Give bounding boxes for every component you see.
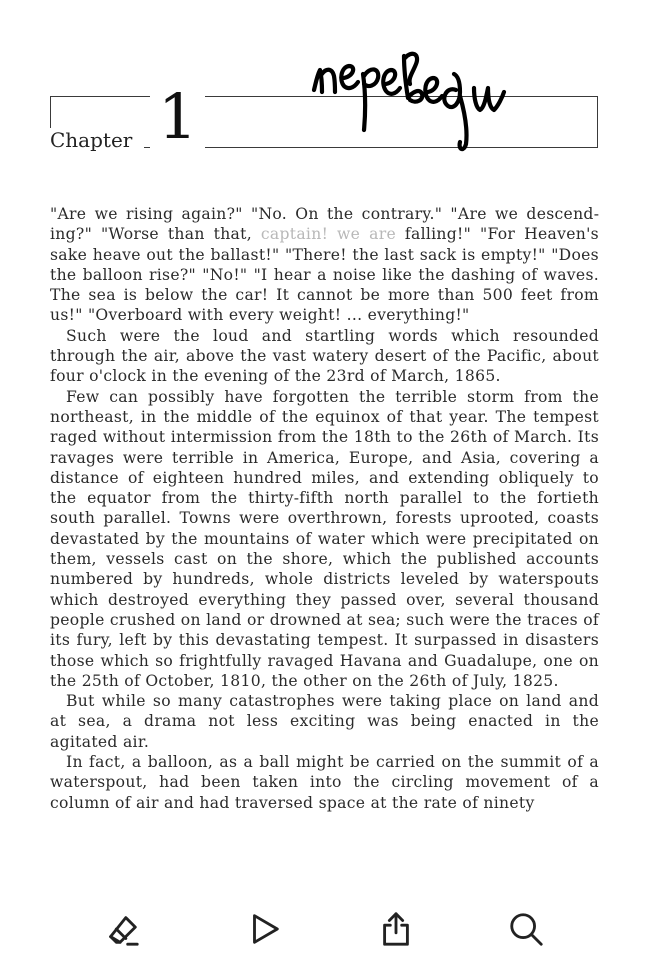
search-button[interactable] (504, 907, 548, 951)
play-button[interactable] (242, 907, 286, 951)
paragraph: But while so many catastrophes were taking place on land and at sea, a drama not less exciting was being enacted in the agitated air. (50, 692, 599, 751)
search-icon (507, 910, 545, 948)
faded-text: captain! we are (260, 225, 396, 244)
paragraph: In fact, a balloon, as a ball might be carried on the summit of a waterspout, had been taken into the circling movement of a column of air and had traversed space at the rate of ninety (50, 753, 599, 812)
paragraph: "Are we rising again?" "No. On the contrary." "Are we descending?" "Worse than that, captain! we are falling!" "For Heaven's sake heave out the ballast!" "There! the last sack is empty!" "Does the balloon rise?" "No!" "I hear a noise like the dashing of waves. The sea is below the car! It cannot be more than 500 feet from us!" "Overboard with every weight! ... everything!" (50, 205, 599, 325)
share-button[interactable] (374, 907, 418, 951)
share-icon (377, 910, 415, 948)
eraser-icon (103, 910, 141, 948)
chapter-label: Chapter (50, 128, 144, 152)
bottom-toolbar (0, 895, 648, 956)
book-text (50, 204, 599, 813)
handwritten-annotation (308, 48, 518, 160)
chapter-number: 1 (150, 82, 205, 152)
eraser-button[interactable] (100, 907, 144, 951)
play-icon (245, 910, 283, 948)
paragraph: Few can possibly have forgotten the terrible storm from the northeast, in the middle of the equinox of that year. The tempest raged without intermission from the 18th to the 26th of March. Its ravages were terrible in America, Europe, and Asia, covering a distance of eighteen hundred miles, and extending obliquely to the equator from the thirty-fifth north parallel to the fortieth south parallel. Towns were overthrown, forests uprooted, coasts devastated by the mountains of water which were precipitated on them, vessels cast on the shore, which the published accounts numbered by hundreds, whole districts leveled by waterspouts which destroyed everything they passed over, several thousand people crushed on land or drowned at sea; such were the traces of its fury, left by this devastating tempest. It surpassed in disasters those which so frightfully ravaged Havana and Guadalupe, one on the 25th of October, 1810, the other on the 26th of July, 1825. (50, 387, 599, 690)
paragraph: Such were the loud and startling words which resounded through the air, above the vast watery desert of the Pacific, about four o'clock in the evening of the 23rd of March, 1865. (50, 326, 599, 386)
